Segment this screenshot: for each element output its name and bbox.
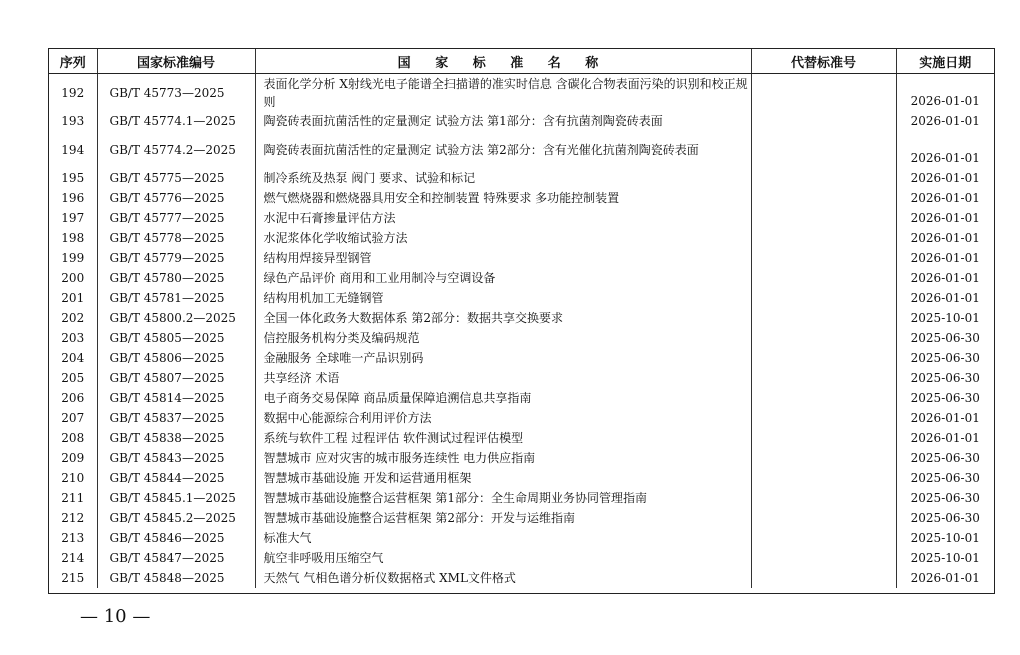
cell-effective-date: 2026-01-01 — [910, 411, 980, 425]
table-row — [49, 388, 994, 408]
table-row — [49, 448, 994, 468]
cell-replaced-standard — [751, 568, 896, 588]
cell-standard-code: GB/T 45775—2025 — [97, 168, 255, 188]
table-header-row — [49, 49, 994, 74]
cell-standard-code: GB/T 45845.1—2025 — [97, 488, 255, 508]
cell-standard-name: 智慧城市基础设施整合运营框架 第1部分：全生命周期业务协同管理指南 — [255, 488, 751, 508]
table-body — [49, 74, 994, 589]
cell-standard-name: 电子商务交易保障 商品质量保障追溯信息共享指南 — [255, 388, 751, 408]
cell-serial: 201 — [49, 288, 97, 308]
cell-standard-code: GB/T 45843—2025 — [97, 448, 255, 468]
cell-serial: 198 — [49, 228, 97, 248]
cell-replaced-standard — [751, 428, 896, 448]
cell-standard-name: 全国一体化政务大数据体系 第2部分：数据共享交换要求 — [255, 308, 751, 328]
table-row — [49, 131, 994, 168]
cell-effective-date: 2026-01-01 — [910, 151, 980, 165]
cell-replaced-standard — [751, 228, 896, 248]
cell-effective-date: 2026-01-01 — [910, 94, 980, 108]
cell-standard-name: 表面化学分析 X射线光电子能谱全扫描谱的准实时信息 含碳化合物表面污染的识别和校正规则 — [255, 74, 751, 112]
table-row — [49, 348, 994, 368]
cell-standard-name: 标准大气 — [255, 528, 751, 548]
table-row — [49, 74, 994, 112]
cell-replaced-standard — [751, 488, 896, 508]
cell-serial: 192 — [49, 74, 97, 112]
table-row — [49, 168, 994, 188]
table-row — [49, 368, 994, 388]
cell-replaced-standard — [751, 111, 896, 131]
cell-serial: 205 — [49, 368, 97, 388]
cell-replaced-standard — [751, 288, 896, 308]
cell-effective-date: 2025-06-30 — [910, 491, 980, 505]
cell-effective-date: 2025-06-30 — [910, 471, 980, 485]
cell-replaced-standard — [751, 188, 896, 208]
cell-standard-name: 结构用焊接异型钢管 — [255, 248, 751, 268]
cell-serial: 203 — [49, 328, 97, 348]
cell-effective-date: 2026-01-01 — [910, 271, 980, 285]
cell-effective-date: 2025-06-30 — [910, 451, 980, 465]
standards-table-frame — [48, 48, 995, 594]
cell-replaced-standard — [751, 508, 896, 528]
standards-table — [49, 49, 994, 588]
cell-effective-date: 2026-01-01 — [910, 211, 980, 225]
cell-replaced-standard — [751, 308, 896, 328]
cell-effective-date: 2025-06-30 — [910, 511, 980, 525]
header-standard-name: 国 家 标 准 名 称 — [255, 49, 751, 74]
cell-serial: 213 — [49, 528, 97, 548]
cell-effective-date: 2026-01-01 — [910, 191, 980, 205]
cell-effective-date: 2025-10-01 — [910, 551, 980, 565]
cell-standard-code: GB/T 45845.2—2025 — [97, 508, 255, 528]
cell-standard-code: GB/T 45837—2025 — [97, 408, 255, 428]
cell-standard-name: 智慧城市基础设施 开发和运营通用框架 — [255, 468, 751, 488]
cell-serial: 204 — [49, 348, 97, 368]
cell-standard-name: 燃气燃烧器和燃烧器具用安全和控制装置 特殊要求 多功能控制装置 — [255, 188, 751, 208]
cell-standard-code: GB/T 45805—2025 — [97, 328, 255, 348]
table-row — [49, 528, 994, 548]
cell-replaced-standard — [751, 168, 896, 188]
header-standard-code: 国家标准编号 — [97, 49, 255, 74]
cell-standard-name: 智慧城市 应对灾害的城市服务连续性 电力供应指南 — [255, 448, 751, 468]
cell-serial: 200 — [49, 268, 97, 288]
cell-effective-date: 2025-06-30 — [910, 331, 980, 345]
table-row — [49, 188, 994, 208]
cell-effective-date: 2026-01-01 — [910, 571, 980, 585]
cell-effective-date: 2025-06-30 — [910, 391, 980, 405]
cell-standard-name: 数据中心能源综合利用评价方法 — [255, 408, 751, 428]
table-row — [49, 328, 994, 348]
cell-standard-code: GB/T 45774.1—2025 — [97, 111, 255, 131]
cell-standard-name: 共享经济 术语 — [255, 368, 751, 388]
cell-replaced-standard — [751, 208, 896, 228]
cell-standard-name: 系统与软件工程 过程评估 软件测试过程评估模型 — [255, 428, 751, 448]
cell-replaced-standard — [751, 448, 896, 468]
table-row — [49, 288, 994, 308]
cell-replaced-standard — [751, 348, 896, 368]
cell-standard-code: GB/T 45773—2025 — [97, 74, 255, 112]
cell-effective-date: 2026-01-01 — [910, 231, 980, 245]
table-row — [49, 488, 994, 508]
cell-standard-name: 信控服务机构分类及编码规范 — [255, 328, 751, 348]
cell-replaced-standard — [751, 248, 896, 268]
cell-serial: 195 — [49, 168, 97, 188]
table-row — [49, 568, 994, 588]
cell-effective-date: 2026-01-01 — [910, 431, 980, 445]
table-row — [49, 268, 994, 288]
cell-standard-code: GB/T 45838—2025 — [97, 428, 255, 448]
table-row — [49, 111, 994, 131]
cell-standard-name: 金融服务 全球唯一产品识别码 — [255, 348, 751, 368]
header-replaced-standard: 代替标准号 — [751, 49, 896, 74]
table-row — [49, 408, 994, 428]
table-row — [49, 248, 994, 268]
cell-serial: 199 — [49, 248, 97, 268]
cell-standard-code: GB/T 45844—2025 — [97, 468, 255, 488]
cell-serial: 211 — [49, 488, 97, 508]
cell-standard-name: 陶瓷砖表面抗菌活性的定量测定 试验方法 第2部分：含有光催化抗菌剂陶瓷砖表面 — [255, 131, 751, 168]
page-number: — 10 — — [80, 606, 151, 627]
cell-serial: 194 — [49, 131, 97, 168]
table-row — [49, 468, 994, 488]
cell-serial: 206 — [49, 388, 97, 408]
table-row — [49, 228, 994, 248]
cell-serial: 214 — [49, 548, 97, 568]
cell-serial: 209 — [49, 448, 97, 468]
table-row — [49, 508, 994, 528]
cell-serial: 210 — [49, 468, 97, 488]
cell-effective-date: 2026-01-01 — [910, 291, 980, 305]
cell-replaced-standard — [751, 388, 896, 408]
cell-standard-code: GB/T 45778—2025 — [97, 228, 255, 248]
cell-serial: 215 — [49, 568, 97, 588]
cell-effective-date: 2025-10-01 — [910, 531, 980, 545]
table-row — [49, 208, 994, 228]
cell-replaced-standard — [751, 468, 896, 488]
cell-replaced-standard — [751, 548, 896, 568]
cell-standard-code: GB/T 45807—2025 — [97, 368, 255, 388]
cell-standard-code: GB/T 45781—2025 — [97, 288, 255, 308]
cell-serial: 207 — [49, 408, 97, 428]
cell-effective-date: 2025-06-30 — [910, 351, 980, 365]
table-row — [49, 308, 994, 328]
cell-replaced-standard — [751, 368, 896, 388]
cell-serial: 197 — [49, 208, 97, 228]
table-row — [49, 548, 994, 568]
cell-standard-code: GB/T 45847—2025 — [97, 548, 255, 568]
cell-standard-code: GB/T 45774.2—2025 — [97, 131, 255, 168]
cell-replaced-standard — [751, 528, 896, 548]
cell-serial: 202 — [49, 308, 97, 328]
cell-replaced-standard — [751, 268, 896, 288]
cell-effective-date: 2026-01-01 — [910, 251, 980, 265]
cell-standard-code: GB/T 45779—2025 — [97, 248, 255, 268]
cell-standard-code: GB/T 45800.2—2025 — [97, 308, 255, 328]
cell-standard-name: 天然气 气相色谱分析仪数据格式 XML文件格式 — [255, 568, 751, 588]
cell-standard-code: GB/T 45848—2025 — [97, 568, 255, 588]
cell-standard-code: GB/T 45776—2025 — [97, 188, 255, 208]
header-effective-date: 实施日期 — [896, 49, 994, 74]
cell-replaced-standard — [751, 74, 896, 112]
cell-serial: 193 — [49, 111, 97, 131]
cell-standard-name: 水泥浆体化学收缩试验方法 — [255, 228, 751, 248]
cell-effective-date: 2026-01-01 — [910, 114, 980, 128]
cell-effective-date: 2026-01-01 — [910, 171, 980, 185]
cell-standard-name: 航空非呼吸用压缩空气 — [255, 548, 751, 568]
header-serial: 序列 — [49, 49, 97, 74]
cell-standard-code: GB/T 45806—2025 — [97, 348, 255, 368]
cell-replaced-standard — [751, 328, 896, 348]
cell-standard-code: GB/T 45814—2025 — [97, 388, 255, 408]
cell-effective-date: 2025-10-01 — [910, 311, 980, 325]
cell-serial: 212 — [49, 508, 97, 528]
cell-serial: 208 — [49, 428, 97, 448]
cell-standard-name: 结构用机加工无缝钢管 — [255, 288, 751, 308]
cell-replaced-standard — [751, 408, 896, 428]
table-row — [49, 428, 994, 448]
cell-serial: 196 — [49, 188, 97, 208]
cell-effective-date: 2025-06-30 — [910, 371, 980, 385]
cell-standard-name: 陶瓷砖表面抗菌活性的定量测定 试验方法 第1部分：含有抗菌剂陶瓷砖表面 — [255, 111, 751, 131]
cell-standard-name: 绿色产品评价 商用和工业用制冷与空调设备 — [255, 268, 751, 288]
cell-standard-code: GB/T 45780—2025 — [97, 268, 255, 288]
cell-standard-code: GB/T 45846—2025 — [97, 528, 255, 548]
cell-standard-name: 水泥中石膏掺量评估方法 — [255, 208, 751, 228]
cell-standard-name: 制冷系统及热泵 阀门 要求、试验和标记 — [255, 168, 751, 188]
cell-standard-name: 智慧城市基础设施整合运营框架 第2部分：开发与运维指南 — [255, 508, 751, 528]
cell-standard-code: GB/T 45777—2025 — [97, 208, 255, 228]
cell-replaced-standard — [751, 131, 896, 168]
